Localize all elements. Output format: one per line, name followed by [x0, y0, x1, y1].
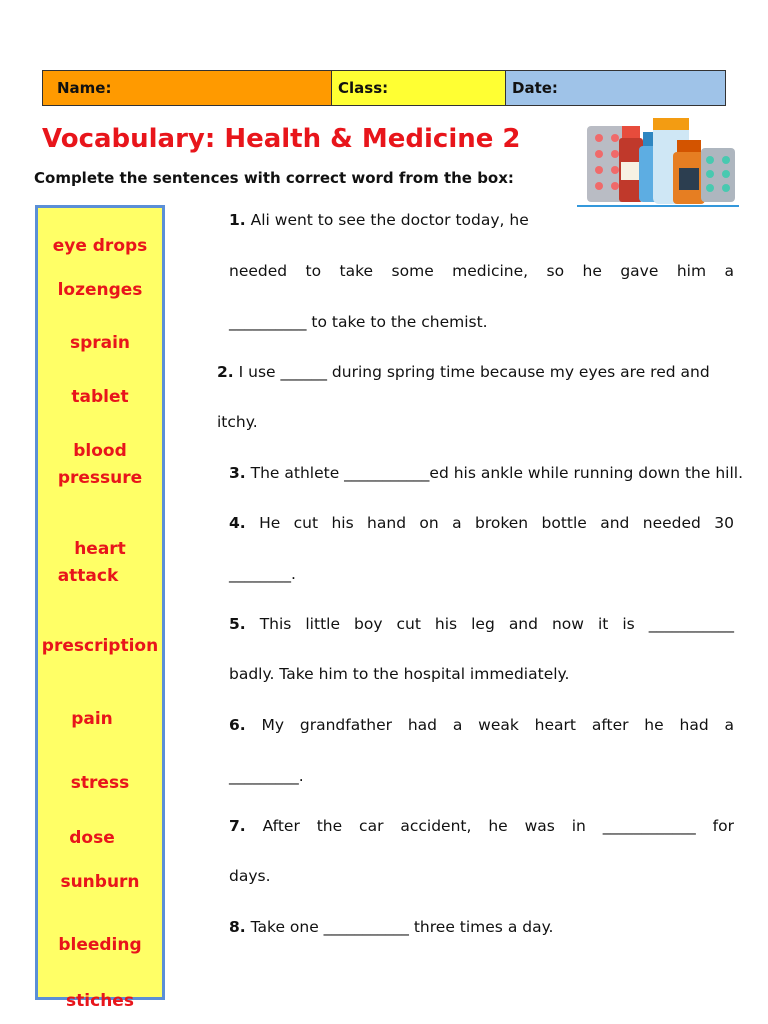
sentence-text: I use ______ during spring time because my eyes are red and — [238, 363, 710, 381]
class-label: Class: — [338, 79, 389, 97]
sentence-text: This little boy cut his leg and now it is ___________ — [259, 615, 734, 633]
class-field[interactable] — [332, 71, 506, 105]
word-item: blood — [73, 441, 127, 461]
sentence-number: 2. — [217, 363, 234, 381]
word-item: sunburn — [60, 872, 140, 892]
word-item: pain — [71, 709, 113, 729]
sentence-number: 1. — [229, 211, 246, 229]
sentence-1 — [229, 211, 529, 229]
sentence-7-line-2: days. — [229, 867, 271, 885]
sentence-5-line-2: badly. Take him to the hospital immediately. — [229, 665, 570, 683]
sentence-2 — [217, 363, 768, 381]
sentence-number: 4. — [229, 514, 246, 532]
sentence-text: My grandfather had a weak heart after he had a — [261, 716, 734, 734]
sentence-4-line-2: ________. — [229, 565, 296, 583]
sentence-text: Ali went to see the doctor today, he — [250, 211, 529, 229]
instruction-text: Complete the sentences with correct word from the box: — [34, 169, 514, 187]
word-item: prescription — [41, 636, 159, 656]
sentence-5 — [229, 615, 734, 633]
sentence-7 — [229, 817, 734, 835]
sentence-text: He cut his hand on a broken bottle and needed 30 — [259, 514, 734, 532]
sentence-text: After the car accident, he was in ____________ for — [262, 817, 734, 835]
sentence-number: 6. — [229, 716, 246, 734]
word-item: eye drops — [52, 236, 148, 256]
sentence-6-line-2: _________. — [229, 767, 304, 785]
word-item: sprain — [69, 333, 131, 353]
word-item: heart — [74, 539, 126, 559]
word-box — [35, 205, 165, 1011]
word-item: pressure — [57, 468, 143, 488]
word-item: stiches — [66, 991, 134, 1011]
word-item: bleeding — [58, 935, 142, 955]
sentence-1-line-3: __________ to take to the chemist. — [229, 313, 488, 331]
sentence-4 — [229, 514, 734, 532]
date-label: Date: — [512, 79, 558, 97]
word-item: attack — [57, 566, 119, 586]
medicine-illustration — [577, 112, 739, 212]
sentence-number: 8. — [229, 918, 246, 936]
word-item: lozenges — [57, 280, 143, 300]
page-title: Vocabulary: Health & Medicine 2 — [42, 124, 521, 154]
student-info-table — [42, 70, 726, 106]
sentence-1-line-2: needed to take some medicine, so he gave him a — [229, 262, 734, 280]
word-item: stress — [70, 773, 130, 793]
sentence-3 — [229, 464, 768, 482]
sentence-number: 5. — [229, 615, 246, 633]
date-field[interactable] — [506, 71, 725, 105]
word-item: dose — [69, 828, 115, 848]
sentence-text: The athlete ___________ed his ankle while running down the hill. — [250, 464, 744, 482]
sentence-2-line-2: itchy. — [217, 413, 258, 431]
sentence-number: 3. — [229, 464, 246, 482]
sentence-number: 7. — [229, 817, 246, 835]
sentence-6 — [229, 716, 734, 734]
name-field[interactable] — [43, 71, 332, 105]
sentence-8 — [229, 918, 553, 936]
name-label: Name: — [57, 79, 112, 97]
sentence-text: Take one ___________ three times a day. — [250, 918, 554, 936]
word-item: tablet — [71, 387, 129, 407]
